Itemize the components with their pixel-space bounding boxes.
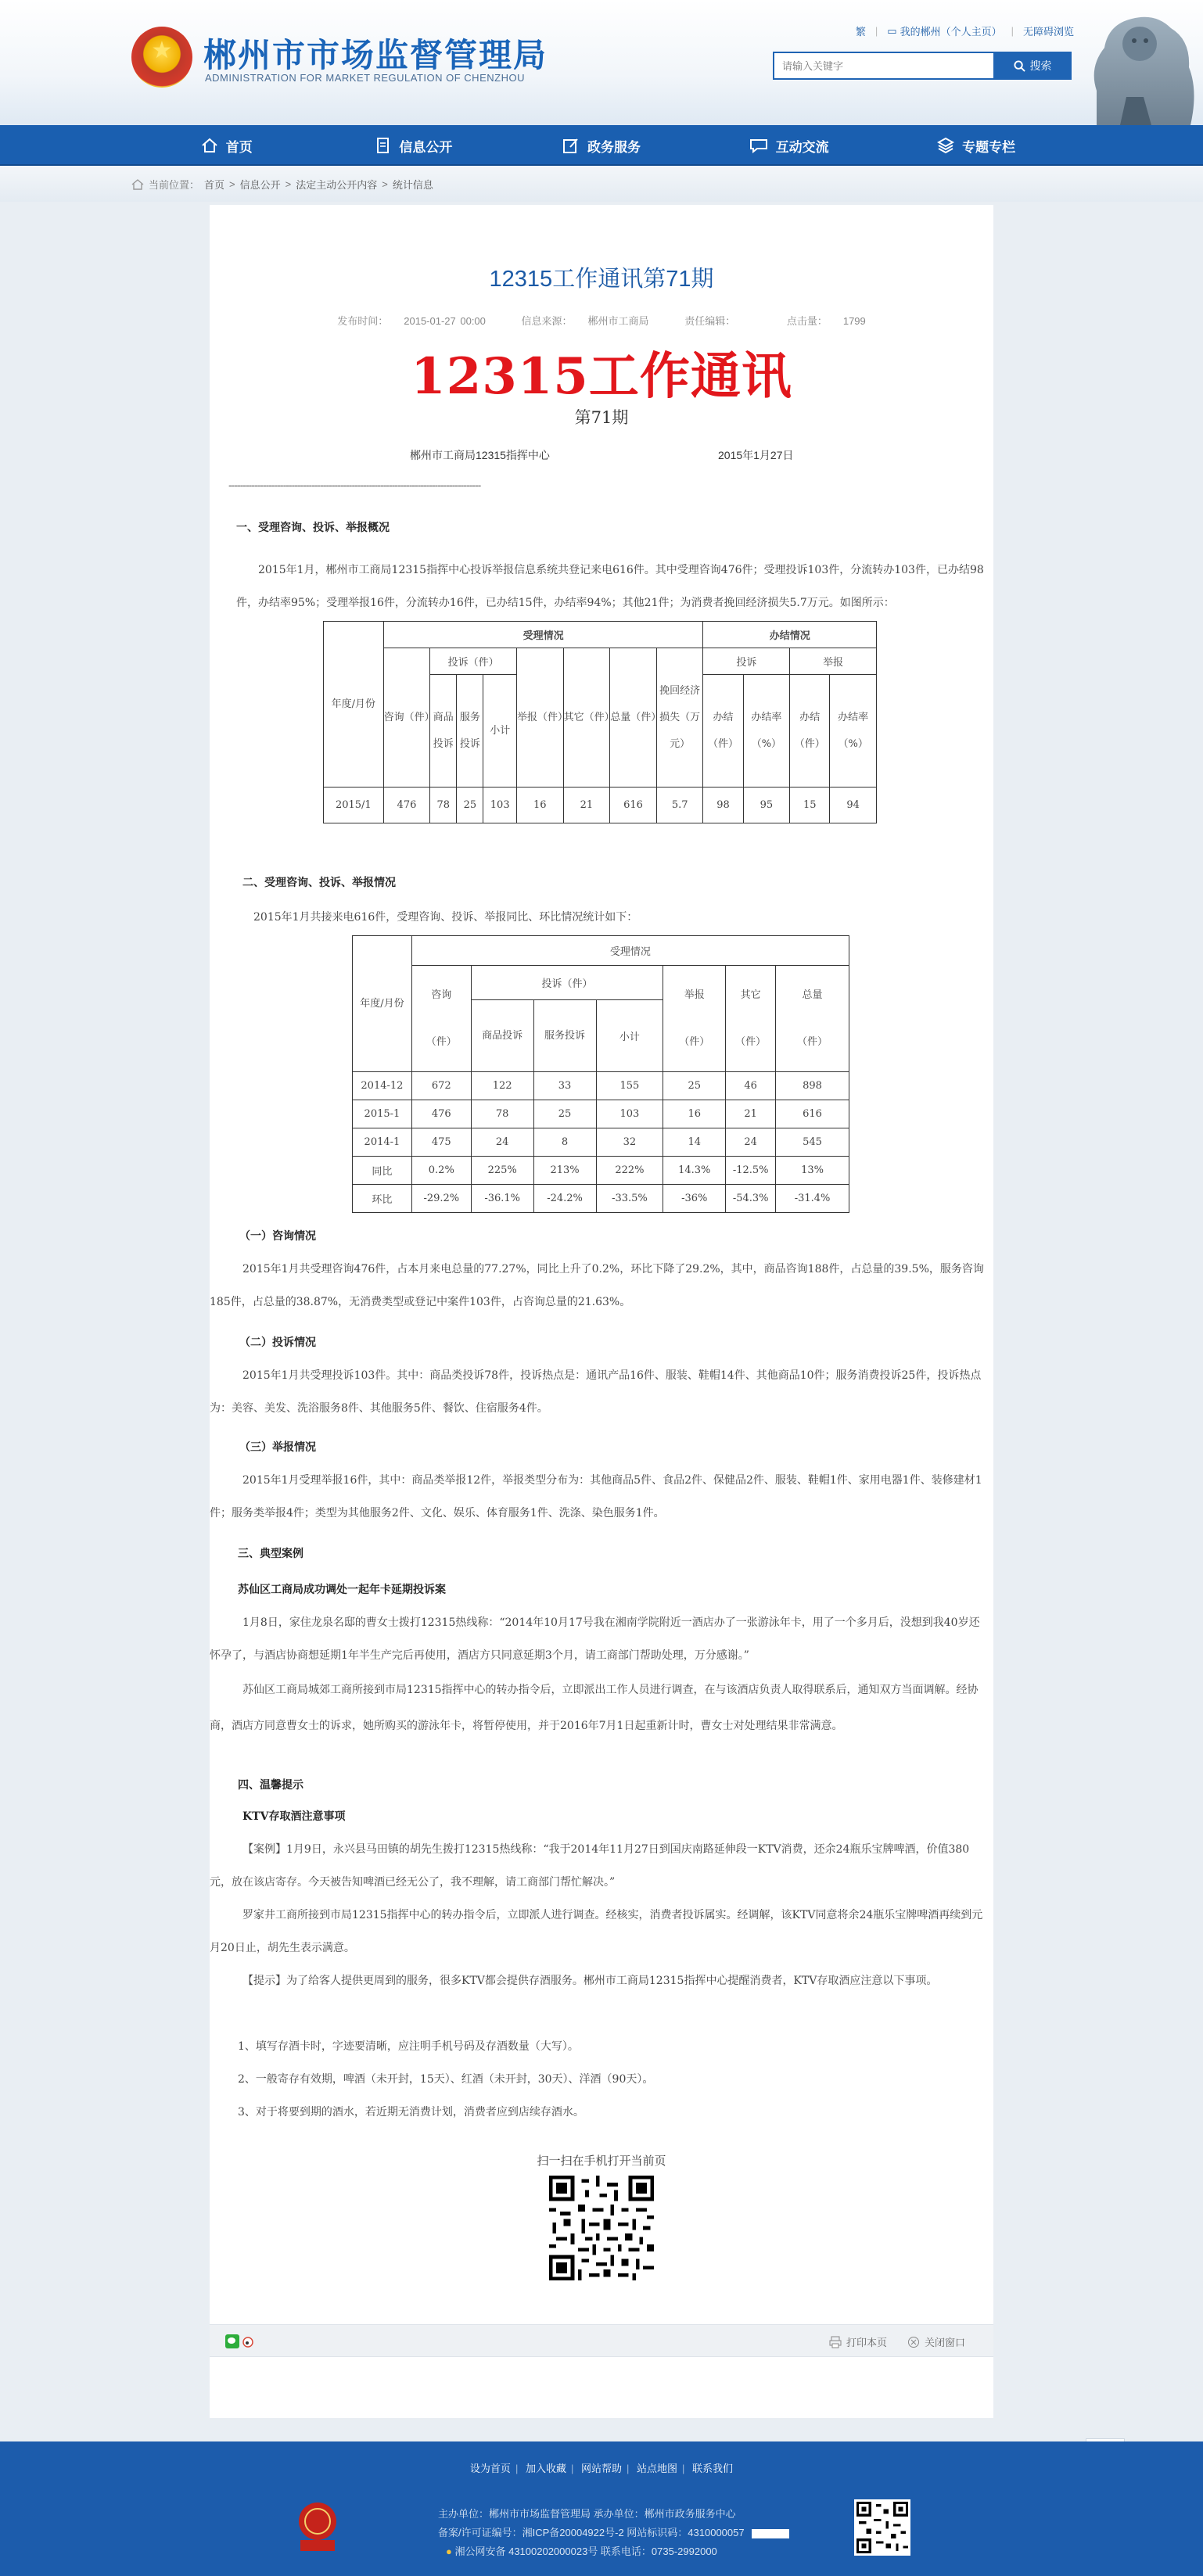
editor-label: 责任编辑：: [684, 315, 736, 327]
table-cell: 2015/1: [324, 788, 384, 823]
table-cell: 78: [471, 1100, 533, 1128]
footer-link-favorite[interactable]: 加入收藏: [525, 2463, 566, 2474]
document-icon: [375, 137, 391, 154]
table-row: [353, 1100, 849, 1128]
th-done-complaint: 投诉: [703, 648, 790, 675]
table-cell: -29.2%: [411, 1185, 471, 1213]
table-cell: 103: [483, 788, 517, 823]
article-meta: [210, 313, 993, 328]
table-cell: -54.3%: [726, 1185, 776, 1213]
publish-time-label: 发布时间：: [337, 315, 389, 327]
breadcrumb-separator: >: [285, 178, 292, 190]
issuing-org: 郴州市工商局12315指挥中心: [410, 449, 550, 461]
qr-caption: 扫一扫在手机打开当前页: [537, 2154, 666, 2168]
th-total: [776, 966, 849, 1072]
breadcrumb-statistics[interactable]: 统计信息: [392, 179, 433, 191]
article-title: 12315工作通讯第71期: [489, 267, 714, 292]
nav-special-topics[interactable]: [882, 125, 1070, 166]
subsection-complaint-title: （二）投诉情况: [239, 1336, 316, 1349]
table-cell: 2014-12: [353, 1072, 412, 1100]
print-page-button[interactable]: [829, 2334, 887, 2349]
home-icon: [201, 138, 218, 153]
footer-icp-text: 备案/许可证编号：湘ICP备20004922号-2 网站标识码：4310000057: [438, 2527, 745, 2538]
table-cell: 16: [516, 788, 563, 823]
nav-home[interactable]: [133, 125, 321, 166]
table-cell: -36%: [663, 1185, 726, 1213]
case-title: 苏仙区工商局成功调处一起年卡延期投诉案: [238, 1584, 446, 1596]
th-accept: 受理情况: [383, 622, 703, 648]
th-report: [663, 966, 726, 1072]
table-cell: 14.3%: [663, 1157, 726, 1185]
view-count-label: 点击量：: [786, 315, 828, 327]
tip-item: 1、填写存酒卡时，字迹要清晰，应注明手机号码及存酒数量（大写）。: [238, 2040, 579, 2053]
th-complaint: 投诉（件）: [430, 648, 517, 675]
table-cell: -12.5%: [726, 1157, 776, 1185]
monitor-icon: ▭: [887, 24, 897, 37]
table-cell: 33: [533, 1072, 596, 1100]
th-service: 服务投诉: [533, 1000, 596, 1072]
edit-icon: [562, 137, 580, 154]
table-cell: 616: [776, 1100, 849, 1128]
table-cell: 155: [596, 1072, 663, 1100]
table-cell: 46: [726, 1072, 776, 1100]
nav-info-public-label: 信息公开: [399, 139, 453, 155]
th-other: [726, 966, 776, 1072]
case-paragraph-2: 苏仙区工商局城郊工商所接到市局12315指挥中心的转办指令后，立即派出工作人员进行调查，在与该酒店负责人取得联系后，通知双方当面调解。经协商，酒店方同意曹女士的诉求，她所购买的游泳年卡，将暂停使用，并于2016年7月1日起重新计时，曹女士对处理结果非常满意。: [210, 1684, 979, 1732]
info-source-value: 郴州市工商局: [587, 315, 649, 327]
footer-icp: [438, 2524, 789, 2539]
subsection-complaint-paragraph: 2015年1月共受理投诉103件。其中：商品类投诉78件，投诉热点是：通讯产品16件、服装、鞋帽14件、其他商品10件；服务消费投诉25件，投诉热点为：美容、美发、洗浴服务8件、其他服务5件、餐饮、住宿服务4件。: [210, 1369, 982, 1415]
print-page-label: 打印本页: [846, 2337, 888, 2348]
table-cell: 122: [471, 1072, 533, 1100]
subsection-consult-title: （一）咨询情况: [239, 1230, 316, 1243]
main-nav: [0, 125, 1203, 166]
my-chenzhou-link[interactable]: [887, 23, 1001, 38]
table-cell: 545: [776, 1128, 849, 1157]
government-site-badge[interactable]: [296, 2501, 339, 2553]
table-cell: 环比: [353, 1185, 412, 1213]
table-cell: 475: [411, 1128, 471, 1157]
site-logo-title[interactable]: 郴州市市场监督管理局: [203, 37, 548, 74]
close-window-label: 关闭窗口: [925, 2337, 966, 2348]
nav-info-public[interactable]: [321, 125, 508, 166]
site-logo-subtitle: ADMINISTRATION FOR MARKET REGULATION OF CHENZHOU: [205, 72, 525, 84]
table-cell: 25: [663, 1072, 726, 1100]
table-cell: -31.4%: [776, 1185, 849, 1213]
publish-time: [329, 315, 494, 327]
th-other-label: 其它: [740, 988, 761, 1001]
summary-table: [323, 621, 877, 823]
table-cell: -36.1%: [471, 1185, 533, 1213]
th-subtotal: 小计: [483, 675, 517, 788]
subsection-report-title: （三）举报情况: [239, 1441, 316, 1454]
th-consult: [411, 966, 471, 1072]
info-source: [514, 315, 657, 327]
search-button-label: 搜索: [1029, 59, 1052, 72]
table-cell: 476: [411, 1100, 471, 1128]
footer-links: [0, 2460, 1203, 2475]
breadcrumb-statutory[interactable]: 法定主动公开内容: [296, 179, 378, 191]
table-cell: 同比: [353, 1157, 412, 1185]
breadcrumb-bar: [0, 166, 1203, 202]
table-cell: 21: [726, 1100, 776, 1128]
table-cell: 13%: [776, 1157, 849, 1185]
table-cell: 14: [663, 1128, 726, 1157]
table-row: [353, 1185, 849, 1213]
footer-link-contact[interactable]: 联系我们: [692, 2463, 734, 2474]
table-cell: 25: [533, 1100, 596, 1128]
th-done-report: 举报: [790, 648, 877, 675]
table-cell: 98: [703, 788, 743, 823]
th-done-rate: 办结率（%）: [743, 675, 790, 788]
table-cell: 78: [430, 788, 457, 823]
breadcrumb-info-public[interactable]: 信息公开: [239, 179, 281, 191]
home-icon: [131, 179, 144, 190]
weibo-share-icon[interactable]: [241, 2334, 255, 2348]
section-2-title: 二、受理咨询、投诉、举报情况: [242, 877, 396, 889]
separator: |: [515, 2463, 519, 2474]
section-2-paragraph: 2015年1月共接来电616件，受理咨询、投诉、举报同比、环比情况统计如下：: [253, 911, 638, 924]
table-cell: 16: [663, 1100, 726, 1128]
table-cell: 24: [726, 1128, 776, 1157]
tip-item: 2、一般寄存有效期，啤酒（未开封，15天）、红酒（未开封，30天）、洋酒（90天）。: [238, 2073, 654, 2086]
subsection-report-paragraph: 2015年1月受理举报16件，其中：商品类举报12件，举报类型分布为：其他商品5件、食品2件、保健品2件、服装、鞋帽1件、家用电器1件、装修建材1件；服务类举报4件；类型为其他服务2件、文化、娱乐、体育服务1件、洗涤、染色服务1件。: [210, 1474, 982, 1519]
separator: |: [682, 2463, 685, 2474]
table-cell: 5.7: [656, 788, 703, 823]
qr-code-image: [549, 2176, 654, 2280]
th-report: 举报（件）: [516, 648, 563, 788]
table-cell: 616: [610, 788, 657, 823]
table-cell: 94: [830, 788, 877, 823]
publish-time-value: 2015-01-27 00:00: [404, 315, 486, 327]
table-cell: 8: [533, 1128, 596, 1157]
table-row: [353, 1072, 849, 1100]
footer-link-homepage[interactable]: 设为首页: [469, 2463, 511, 2474]
printer-icon: [829, 2336, 842, 2348]
th-year: 年度/月份: [353, 936, 412, 1072]
accessibility-link[interactable]: 无障碍浏览: [1022, 26, 1074, 38]
footer-sponsor: 主办单位：郴州市市场监督管理局 承办单位：郴州市政务服务中心: [438, 2508, 736, 2520]
site-header: [0, 0, 1203, 125]
table-cell: 213%: [533, 1157, 596, 1185]
th-unit: （件）: [735, 1035, 767, 1048]
search-icon: [1014, 60, 1025, 72]
subsection-consult-paragraph: 2015年1月共受理咨询476件，占本月来电总量的77.27%，同比上升了0.2%，环比下降了29.2%，其中，商品咨询188件，占总量的39.5%，服务咨询185件，占总量的38.87%，无消费类型或登记中案件103件，占咨询总量的21.63%。: [210, 1263, 984, 1308]
table-row: [353, 1157, 849, 1185]
th-accept: 受理情况: [411, 936, 849, 966]
top-links: [856, 23, 1074, 38]
table-cell: 15: [790, 788, 830, 823]
nav-interaction[interactable]: [695, 125, 883, 166]
newsletter-heading: 12315工作通讯: [411, 347, 792, 406]
th-consult: 咨询（件）: [383, 648, 430, 788]
nav-gov-service-label: 政务服务: [587, 139, 641, 155]
table-cell: 32: [596, 1128, 663, 1157]
th-loss: 挽回经济损失（万元）: [656, 648, 703, 788]
separator: |: [1011, 25, 1014, 37]
table-cell: 103: [596, 1100, 663, 1128]
search-bar: [773, 52, 1072, 80]
table-cell: 2015-1: [353, 1100, 412, 1128]
view-count: [779, 315, 874, 327]
th-done: 办结情况: [703, 622, 877, 648]
th-report-label: 举报: [684, 988, 705, 1001]
th-total: 总量（件）: [610, 648, 657, 788]
section-1-title: 一、受理咨询、投诉、举报概况: [236, 522, 390, 534]
wechat-share-icon[interactable]: [225, 2334, 239, 2348]
table-cell: -33.5%: [596, 1185, 663, 1213]
table-cell: 0.2%: [411, 1157, 471, 1185]
search-button[interactable]: [993, 52, 1072, 80]
th-consult-label: 咨询: [431, 988, 452, 1001]
search-input[interactable]: [773, 52, 993, 80]
divider-line: ----------------------------------------------------------------------------------------: [228, 479, 481, 491]
table-cell: 222%: [596, 1157, 663, 1185]
th-subtotal: 小计: [596, 1000, 663, 1072]
th-service: 服务投诉: [457, 675, 483, 788]
footer-police: [446, 2543, 717, 2558]
breadcrumb-separator: >: [382, 178, 388, 190]
error-correction-icon[interactable]: [752, 2529, 789, 2538]
ktv-tip-paragraph: 【提示】为了给客人提供更周到的服务，很多KTV都会提供存酒服务。郴州市工商局12315指挥中心提醒消费者，KTV存取酒应注意以下事项。: [242, 1975, 938, 1987]
th-other: 其它（件）: [563, 648, 610, 788]
police-badge-icon: ●: [446, 2546, 452, 2557]
nav-home-label: 首页: [225, 139, 253, 155]
traditional-chinese-link[interactable]: 繁: [855, 26, 866, 38]
section-3-title: 三、典型案例: [238, 1548, 303, 1560]
stone-lion-image: [1065, 5, 1203, 125]
ktv-result-paragraph: 罗家井工商所接到市局12315指挥中心的转办指令后，立即派人进行调查。经核实，消费者投诉属实。经调解，该KTV同意将余24瓶乐宝牌啤酒再续到元月20日止，胡先生表示满意。: [210, 1909, 983, 1954]
chat-icon: [749, 138, 768, 153]
close-icon: [907, 2336, 920, 2348]
table-cell: 476: [383, 788, 430, 823]
separator: |: [570, 2463, 574, 2474]
breadcrumb-home[interactable]: 首页: [204, 179, 225, 191]
th-unit: （件）: [426, 1035, 457, 1048]
breadcrumb-separator: >: [229, 178, 235, 190]
tip-item: 3、对于将要到期的酒水，若近期无消费计划，消费者应到店续存酒水。: [238, 2106, 584, 2119]
th-done-cnt: 办结（件）: [790, 675, 830, 788]
th-done-cnt: 办结（件）: [703, 675, 743, 788]
comparison-table: [352, 935, 849, 1213]
editor: [677, 315, 759, 327]
th-unit: （件）: [797, 1035, 828, 1048]
info-source-label: 信息来源：: [521, 315, 573, 327]
nav-special-topics-label: 专题专栏: [962, 139, 1016, 155]
separator: |: [627, 2463, 630, 2474]
ktv-case-paragraph: 【案例】1月9日，永兴县马田镇的胡先生拨打12315热线称：“我于2014年11月27日到国庆南路延伸段一KTV消费，还余24瓶乐宝牌啤酒，价值380元，放在该店寄存。今天被告知啤酒已经无公了，我不理解，请工商部门帮忙解决。”: [210, 1843, 970, 1889]
layers-icon: [937, 137, 954, 154]
th-goods: 商品投诉: [430, 675, 457, 788]
table-cell: 2014-1: [353, 1128, 412, 1157]
footer-qr-code: [854, 2499, 910, 2556]
ktv-title: KTV存取酒注意事项: [242, 1810, 346, 1823]
footer-link-help[interactable]: 网站帮助: [580, 2463, 622, 2474]
table-cell: 898: [776, 1072, 849, 1100]
case-paragraph-1: 1月8日，家住龙泉名邸的曹女士拨打12315热线称：“2014年10月17号我在湘南学院附近一酒店办了一张游泳年卡，用了一个多月后，没想到我40岁还怀孕了，与酒店协商想延期1年半生产完后再使用，酒店方只同意延期3个月，请工商部门帮助处理，万分感谢。”: [210, 1616, 980, 1662]
th-done-rate: 办结率（%）: [830, 675, 877, 788]
issue-date: 2015年1月27日: [718, 449, 794, 461]
site-footer: [0, 2441, 1203, 2576]
breadcrumb-label: 当前位置：: [149, 179, 200, 191]
separator: |: [874, 25, 878, 37]
footer-police-text: 湘公网安备 43100202000023号 联系电话：0735-2992000: [454, 2546, 717, 2557]
th-year: 年度/月份: [324, 622, 384, 788]
table-row: [324, 788, 877, 823]
footer-link-sitemap[interactable]: 站点地图: [637, 2463, 678, 2474]
table-cell: 24: [471, 1128, 533, 1157]
table-cell: 225%: [471, 1157, 533, 1185]
breadcrumb: [131, 177, 433, 192]
table-cell: 25: [457, 788, 483, 823]
national-emblem-icon: ★: [131, 27, 192, 88]
share-bar: [210, 2324, 993, 2357]
table-cell: -24.2%: [533, 1185, 596, 1213]
th-goods: 商品投诉: [471, 1000, 533, 1072]
th-unit: （件）: [679, 1035, 710, 1048]
close-window-button[interactable]: [907, 2334, 965, 2349]
issue-number: 第71期: [574, 408, 629, 427]
my-chenzhou-label: 我的郴州（个人主页）: [900, 26, 1002, 38]
section-4-title: 四、温馨提示: [238, 1779, 303, 1792]
section-1-paragraph: 2015年1月，郴州市工商局12315指挥中心投诉举报信息系统共登记来电616件。其中受理咨询476件；受理投诉103件，分流转办103件，已办结98件，办结率95%；受理举报16件，分流转办16件，已办结15件，办结率94%；其他21件；为消费者挽回经济损失5.7万元。如图所示：: [236, 564, 984, 609]
th-complaint: 投诉（件）: [471, 966, 663, 1000]
table-cell: 21: [563, 788, 610, 823]
table-cell: 95: [743, 788, 790, 823]
nav-interaction-label: 互动交流: [775, 139, 829, 155]
article-container: [210, 205, 993, 2418]
table-row: [353, 1128, 849, 1157]
view-count-value: 1799: [842, 315, 866, 327]
nav-gov-service[interactable]: [508, 125, 695, 166]
table-cell: 672: [411, 1072, 471, 1100]
th-total-label: 总量: [802, 988, 823, 1001]
